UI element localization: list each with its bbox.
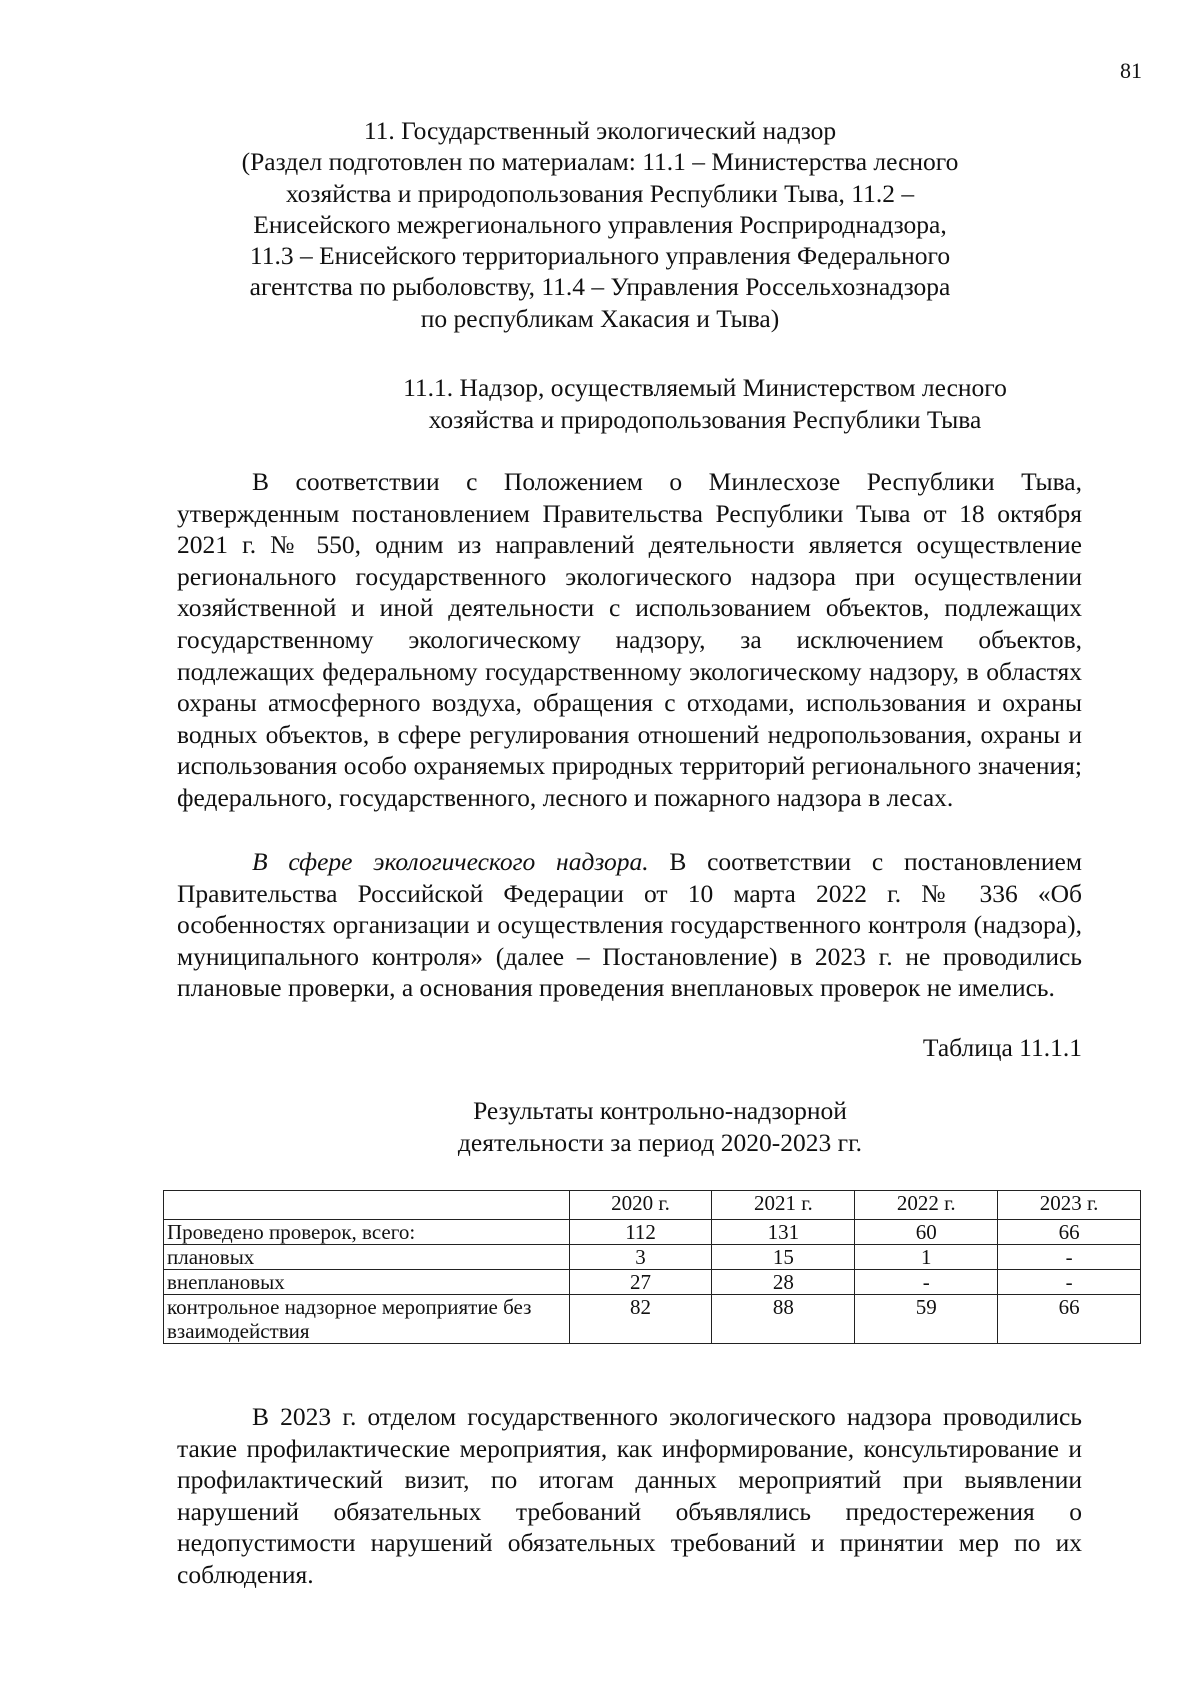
paragraph-prevention: [177, 1401, 1082, 1591]
section-title-line: 11. Государственный экологический надзор: [363, 116, 837, 145]
table-header-cell: 2022 г.: [855, 1191, 998, 1220]
table-cell-label: плановых: [164, 1245, 570, 1270]
table-cell: 66: [998, 1220, 1141, 1245]
table-header-cell: 2021 г.: [712, 1191, 855, 1220]
table-title-line: Результаты контрольно-надзорной: [473, 1096, 847, 1125]
subsection-title-line: хозяйства и природопользования Республики Тыва: [428, 404, 982, 434]
table-header-cell: 2023 г.: [998, 1191, 1141, 1220]
paragraph-italic-lead: В сфере экологического надзора.: [252, 847, 649, 876]
section-title-line: 11.3 – Енисейского территориального управления Федерального: [249, 241, 951, 271]
table-row: [164, 1220, 1141, 1245]
section-title: [170, 115, 1030, 334]
subsection-title-line: 11.1. Надзор, осуществляемый Министерством лесного: [403, 373, 1007, 402]
section-title-line: (Раздел подготовлен по материалам: 11.1 – Министерства лесного: [241, 147, 959, 177]
table-row: [164, 1270, 1141, 1295]
table-cell: -: [998, 1270, 1141, 1295]
table-title: [370, 1095, 950, 1158]
table-cell: 66: [998, 1295, 1141, 1344]
table-header-cell: [164, 1191, 570, 1220]
table-cell: 28: [712, 1270, 855, 1295]
table-cell: -: [998, 1245, 1141, 1270]
table-title-line: деятельности за период 2020-2023 гг.: [457, 1127, 863, 1157]
section-title-line: по республикам Хакасия и Тыва): [420, 303, 780, 333]
table-cell: 112: [569, 1220, 712, 1245]
table-cell-label: Проведено проверок, всего:: [164, 1220, 570, 1245]
section-title-line: хозяйства и природопользования Республики Тыва, 11.2 –: [285, 178, 915, 208]
table-row: [164, 1245, 1141, 1270]
table-cell: 27: [569, 1270, 712, 1295]
subsection-title: [300, 372, 1110, 435]
paragraph-text: В 2023 г. отделом государственного экологического надзора проводились такие профилактические мероприятия, как информирование, консультирование и профилактический визит, по итогам данных мероприятий при выявлении нарушений обязательных требований объявлялись предостережения о недопустимости нарушений обязательных требований и принятии мер по их соблюдения.: [177, 1402, 1082, 1589]
paragraph-text: В соответствии с постановлением Правительства Российской Федерации от 10 марта 2022 г. № 336 «Об особенностях организации и осуществления государственного контроля (надзора), муниципального контроля» (далее – Постановление) в 2023 г. не проводились плановые проверки, а основания проведения внеплановых проверок не имелись.: [177, 847, 1082, 1003]
results-table: [163, 1190, 1141, 1344]
table-header-cell: 2020 г.: [569, 1191, 712, 1220]
page-number: 81: [1120, 58, 1142, 83]
table-cell: 1: [855, 1245, 998, 1270]
section-title-line: агентства по рыболовству, 11.4 – Управления Россельхознадзора: [249, 272, 951, 302]
table-cell: -: [855, 1270, 998, 1295]
table-row: [164, 1295, 1141, 1344]
table-cell: 88: [712, 1295, 855, 1344]
table-cell-label: внеплановых: [164, 1270, 570, 1295]
table-header-row: [164, 1191, 1141, 1220]
table-cell: 82: [569, 1295, 712, 1344]
table-cell: 131: [712, 1220, 855, 1245]
paragraph-regulation: [177, 466, 1082, 814]
table-cell-label: контрольное надзорное мероприятие без взаимодействия: [164, 1295, 570, 1344]
table-label: Таблица 11.1.1: [922, 1033, 1082, 1062]
table-cell: 60: [855, 1220, 998, 1245]
table-cell: 15: [712, 1245, 855, 1270]
paragraph-text: В соответствии с Положением о Минлесхозе Республики Тыва, утвержденным постановлением Правительства Республики Тыва от 18 октября 2021 г. № 550, одним из направлений деятельности является осуществление регионального государственного экологического надзора при осуществлении хозяйственной и иной деятельности с использованием объектов, подлежащих государственному экологическому надзору, за исключением объектов, подлежащих федеральному государственному экологическому надзору, в областях охраны атмосферного воздуха, обращения с отходами, использования и охраны водных объектов, в сфере регулирования отношений недропользования, охраны и использования особо охраняемых природных территорий регионального значения; федерального, государственного, лесного и пожарного надзора в лесах.: [177, 467, 1082, 812]
table-cell: 59: [855, 1295, 998, 1344]
section-title-line: Енисейского межрегионального управления Росприроднадзора,: [253, 209, 947, 239]
paragraph-eco-supervision: [177, 846, 1082, 1004]
table-cell: 3: [569, 1245, 712, 1270]
